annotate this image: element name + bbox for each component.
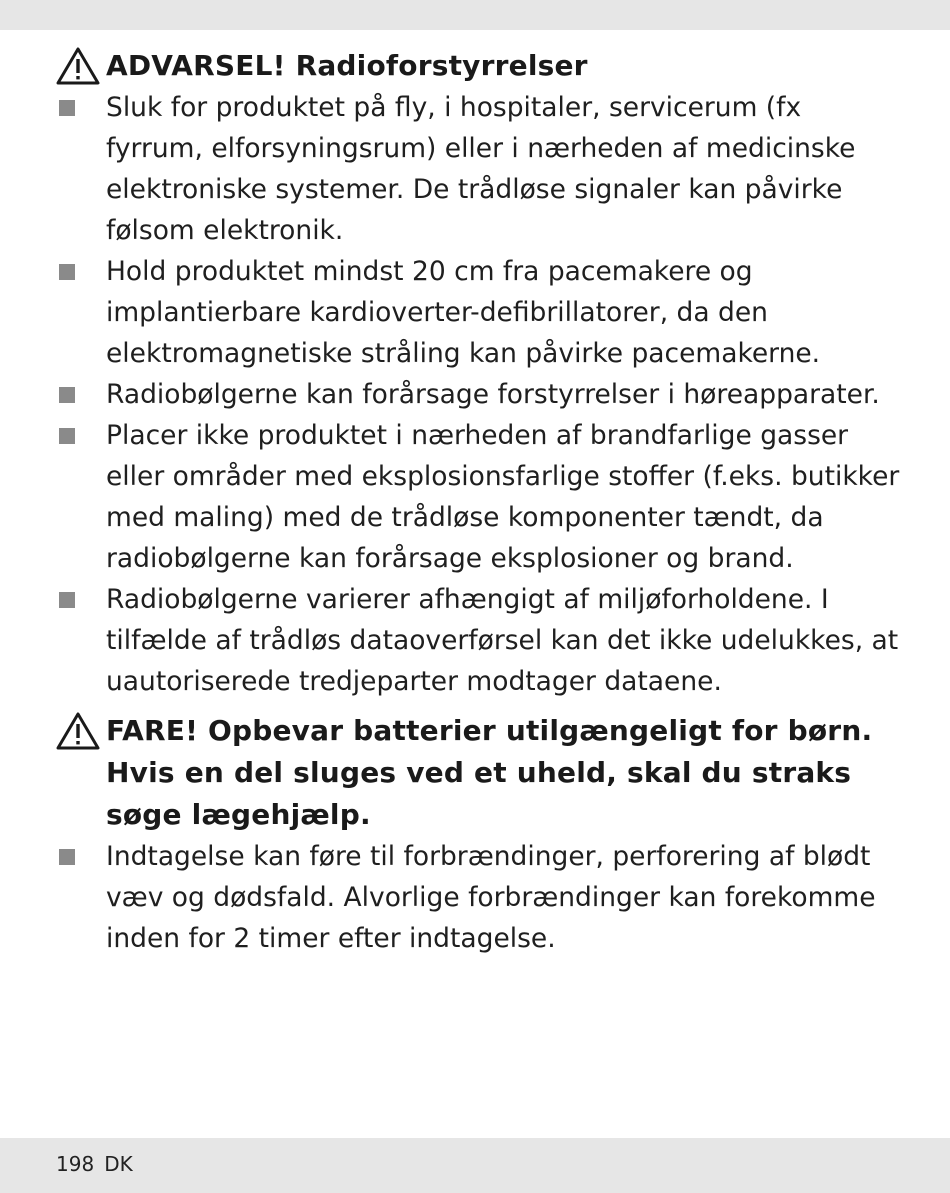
- item-line: uautoriserede tredjeparter modtager dataene.: [106, 666, 722, 697]
- footer-band: [0, 1138, 950, 1193]
- list-item: [56, 374, 916, 415]
- item-line: Sluk for produktet på fly, i hospitaler, servicerum (fx: [106, 92, 802, 123]
- item-line: med maling) med de trådløse komponenter tændt, da: [106, 502, 824, 533]
- item-line: Hold produktet mindst 20 cm fra pacemakere og: [106, 256, 753, 287]
- item-line: inden for 2 timer efter indtagelse.: [106, 923, 556, 954]
- item-line: følsom elektronik.: [106, 215, 344, 246]
- heading-text: FARE! Opbevar batterier utilgængeligt for børn.: [106, 714, 873, 747]
- list-item: [56, 836, 916, 959]
- item-line: Radiobølgerne kan forårsage forstyrrelser i høreapparater.: [106, 379, 880, 410]
- item-line: elektroniske systemer. De trådløse signaler kan påvirke: [106, 174, 843, 205]
- warning-triangle-icon: [56, 47, 100, 85]
- square-bullet-icon: [59, 849, 75, 865]
- top-band: [0, 0, 950, 30]
- item-line: implantierbare kardioverter-defibrillatorer, da den: [106, 297, 768, 328]
- list-item: [56, 87, 916, 251]
- list-item: [56, 415, 916, 579]
- item-line: Indtagelse kan føre til forbrændinger, perforering af blødt: [106, 841, 871, 872]
- heading-text: Hvis en del sluges ved et uheld, skal du straks: [106, 756, 852, 789]
- page-footer: [56, 1152, 133, 1176]
- item-line: væv og dødsfald. Alvorlige forbrændinger kan forekomme: [106, 882, 876, 913]
- item-line: fyrrum, elforsyningsrum) eller i nærheden af medicinske: [106, 133, 856, 164]
- page-content: [56, 45, 916, 959]
- heading-text: ADVARSEL! Radioforstyrrelser: [106, 49, 588, 82]
- item-line: tilfælde af trådløs dataoverførsel kan det ikke udelukkes, at: [106, 625, 899, 656]
- square-bullet-icon: [59, 428, 75, 444]
- item-line: radiobølgerne kan forårsage eksplosioner og brand.: [106, 543, 794, 574]
- radio-warning-list: [56, 87, 916, 702]
- heading-text: søge lægehjælp.: [106, 798, 371, 831]
- page-number: 198: [56, 1152, 95, 1176]
- square-bullet-icon: [59, 264, 75, 280]
- item-line: eller områder med eksplosionsfarlige stoffer (f.eks. butikker: [106, 461, 900, 492]
- warning-triangle-icon: [56, 712, 100, 750]
- battery-danger-list: [56, 836, 916, 959]
- square-bullet-icon: [59, 100, 75, 116]
- danger-heading-batteries: [56, 710, 916, 836]
- language-code: DK: [104, 1152, 133, 1176]
- list-item: [56, 579, 916, 702]
- item-line: Placer ikke produktet i nærheden af brandfarlige gasser: [106, 420, 849, 451]
- square-bullet-icon: [59, 387, 75, 403]
- warning-heading-radio: [56, 45, 916, 87]
- list-item: [56, 251, 916, 374]
- square-bullet-icon: [59, 592, 75, 608]
- item-line: Radiobølgerne varierer afhængigt af miljøforholdene. I: [106, 584, 829, 615]
- item-line: elektromagnetiske stråling kan påvirke pacemakerne.: [106, 338, 821, 369]
